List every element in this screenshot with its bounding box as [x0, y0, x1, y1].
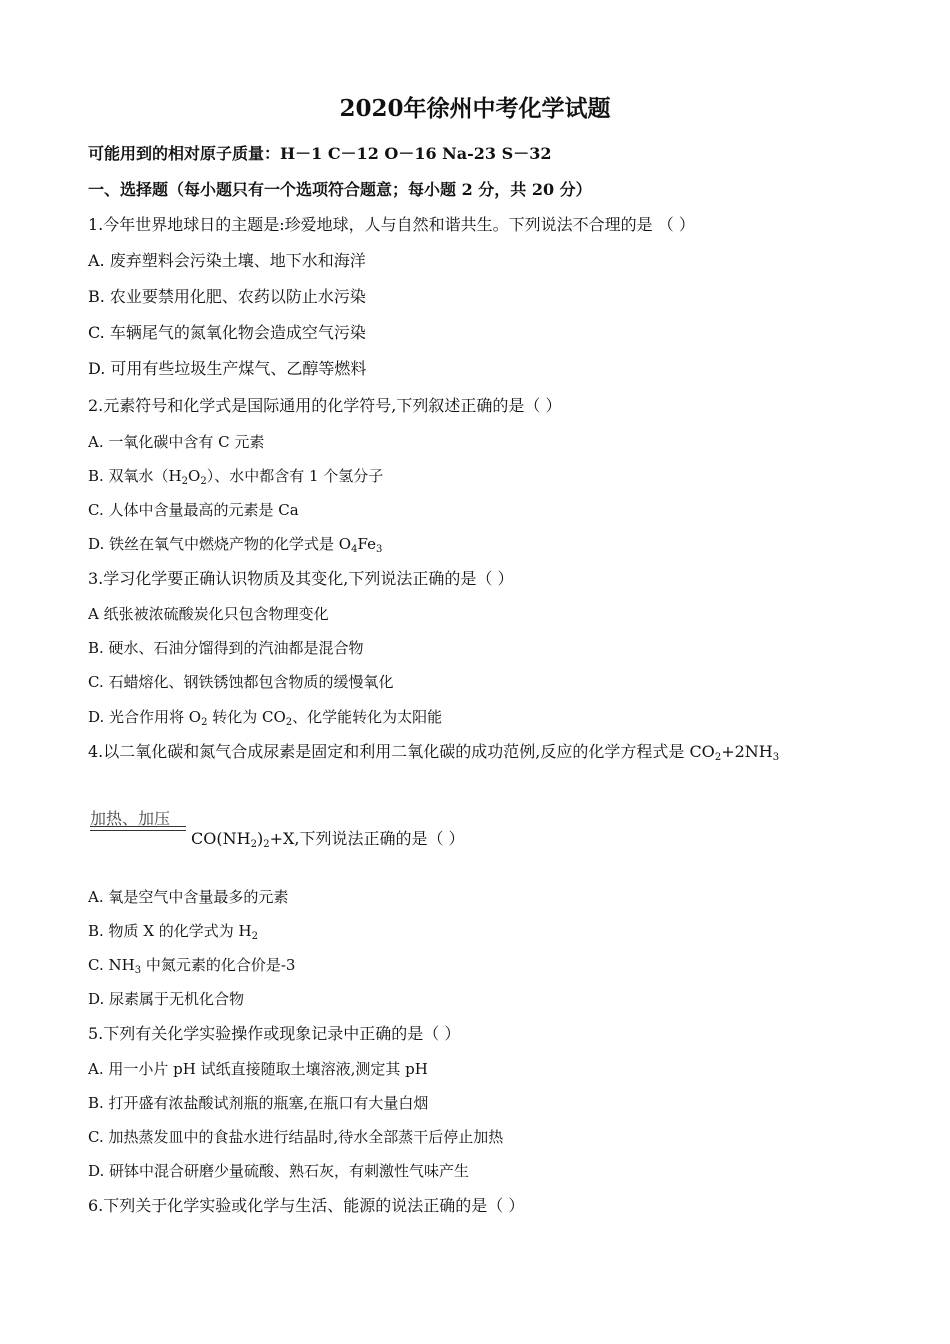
question-1-option-a: A. 废弃塑料会污染土壤、地下水和海洋	[88, 251, 366, 270]
question-4-option-a: A. 氧是空气中含量最多的元素	[88, 888, 289, 906]
question-3-option-b: B. 硬水、石油分馏得到的汽油都是混合物	[88, 639, 364, 657]
question-3-option-c: C. 石蜡熔化、钢铁锈蚀都包含物质的缓慢氧化	[88, 673, 394, 691]
section-header: 一、选择题（每小题只有一个选项符合题意；每小题 2 分，共 20 分）	[88, 180, 592, 199]
question-5-stem: 5.下列有关化学实验操作或现象记录中正确的是（ ）	[88, 1024, 461, 1043]
question-5-option-b: B. 打开盛有浓盐酸试剂瓶的瓶塞,在瓶口有大量白烟	[88, 1094, 429, 1112]
question-2-option-d: D. 铁丝在氧气中燃烧产物的化学式是 $O_4Fe_3$	[88, 535, 383, 555]
question-1-option-b: B. 农业要禁用化肥、农药以防止水污染	[88, 287, 366, 306]
question-1-stem: 1.今年世界地球日的主题是:珍爱地球，人与自然和谐共生。下列说法不合理的是 （ ）	[88, 215, 695, 234]
question-2-option-c: C. 人体中含量最高的元素是 Ca	[88, 501, 299, 519]
reaction-arrow-line	[90, 826, 186, 827]
question-3-option-d: D. 光合作用将 $O_2$ 转化为 $CO_2$、化学能转化为太阳能	[88, 708, 443, 728]
question-4-product: $CO(NH_2)_2+X$,下列说法正确的是（ ）	[191, 829, 465, 850]
question-2-stem: 2.元素符号和化学式是国际通用的化学符号,下列叙述正确的是（ ）	[88, 396, 562, 415]
question-2-option-a: A. 一氧化碳中含有 C 元素	[88, 433, 265, 451]
question-4-stem: 4.以二氧化碳和氮气合成尿素是固定和利用二氧化碳的成功范例,反应的化学方程式是 $CO_2+2NH_3$	[88, 742, 780, 763]
question-5-option-d: D. 研钵中混合研磨少量硫酸、熟石灰，有刺激性气味产生	[88, 1162, 470, 1180]
question-2-option-b: B. 双氧水$(H_2O_2)$、水中都含有 1 个氢分子	[88, 467, 384, 487]
page-title: 2020年徐州中考化学试题	[339, 95, 611, 122]
question-5-option-a: A. 用一小片 pH 试纸直接随取土壤溶液,测定其 pH	[88, 1060, 428, 1078]
question-4-option-d: D. 尿素属于无机化合物	[88, 990, 245, 1008]
question-4-option-b: B. 物质 X 的化学式为 $H_2$	[88, 922, 258, 942]
atomic-mass-note: 可能用到的相对原子质量：H－1 C－12 O－16 Na-23 S－32	[88, 144, 552, 163]
reaction-condition: 加热、加压	[90, 809, 171, 828]
question-3-option-a: A 纸张被浓硫酸炭化只包含物理变化	[88, 605, 329, 623]
question-1-option-d: D. 可用有些垃圾生产煤气、乙醇等燃料	[88, 359, 367, 378]
question-5-option-c: C. 加热蒸发皿中的食盐水进行结晶时,待水全部蒸干后停止加热	[88, 1128, 504, 1146]
reaction-arrow-line	[90, 830, 186, 831]
question-1-option-c: C. 车辆尾气的氮氧化物会造成空气污染	[88, 323, 366, 342]
question-3-stem: 3.学习化学要正确认识物质及其变化,下列说法正确的是（ ）	[88, 569, 514, 588]
question-6-stem: 6.下列关于化学实验或化学与生活、能源的说法正确的是（ ）	[88, 1196, 525, 1215]
question-4-option-c: C. $NH_3$ 中氮元素的化合价是-3	[88, 956, 296, 976]
